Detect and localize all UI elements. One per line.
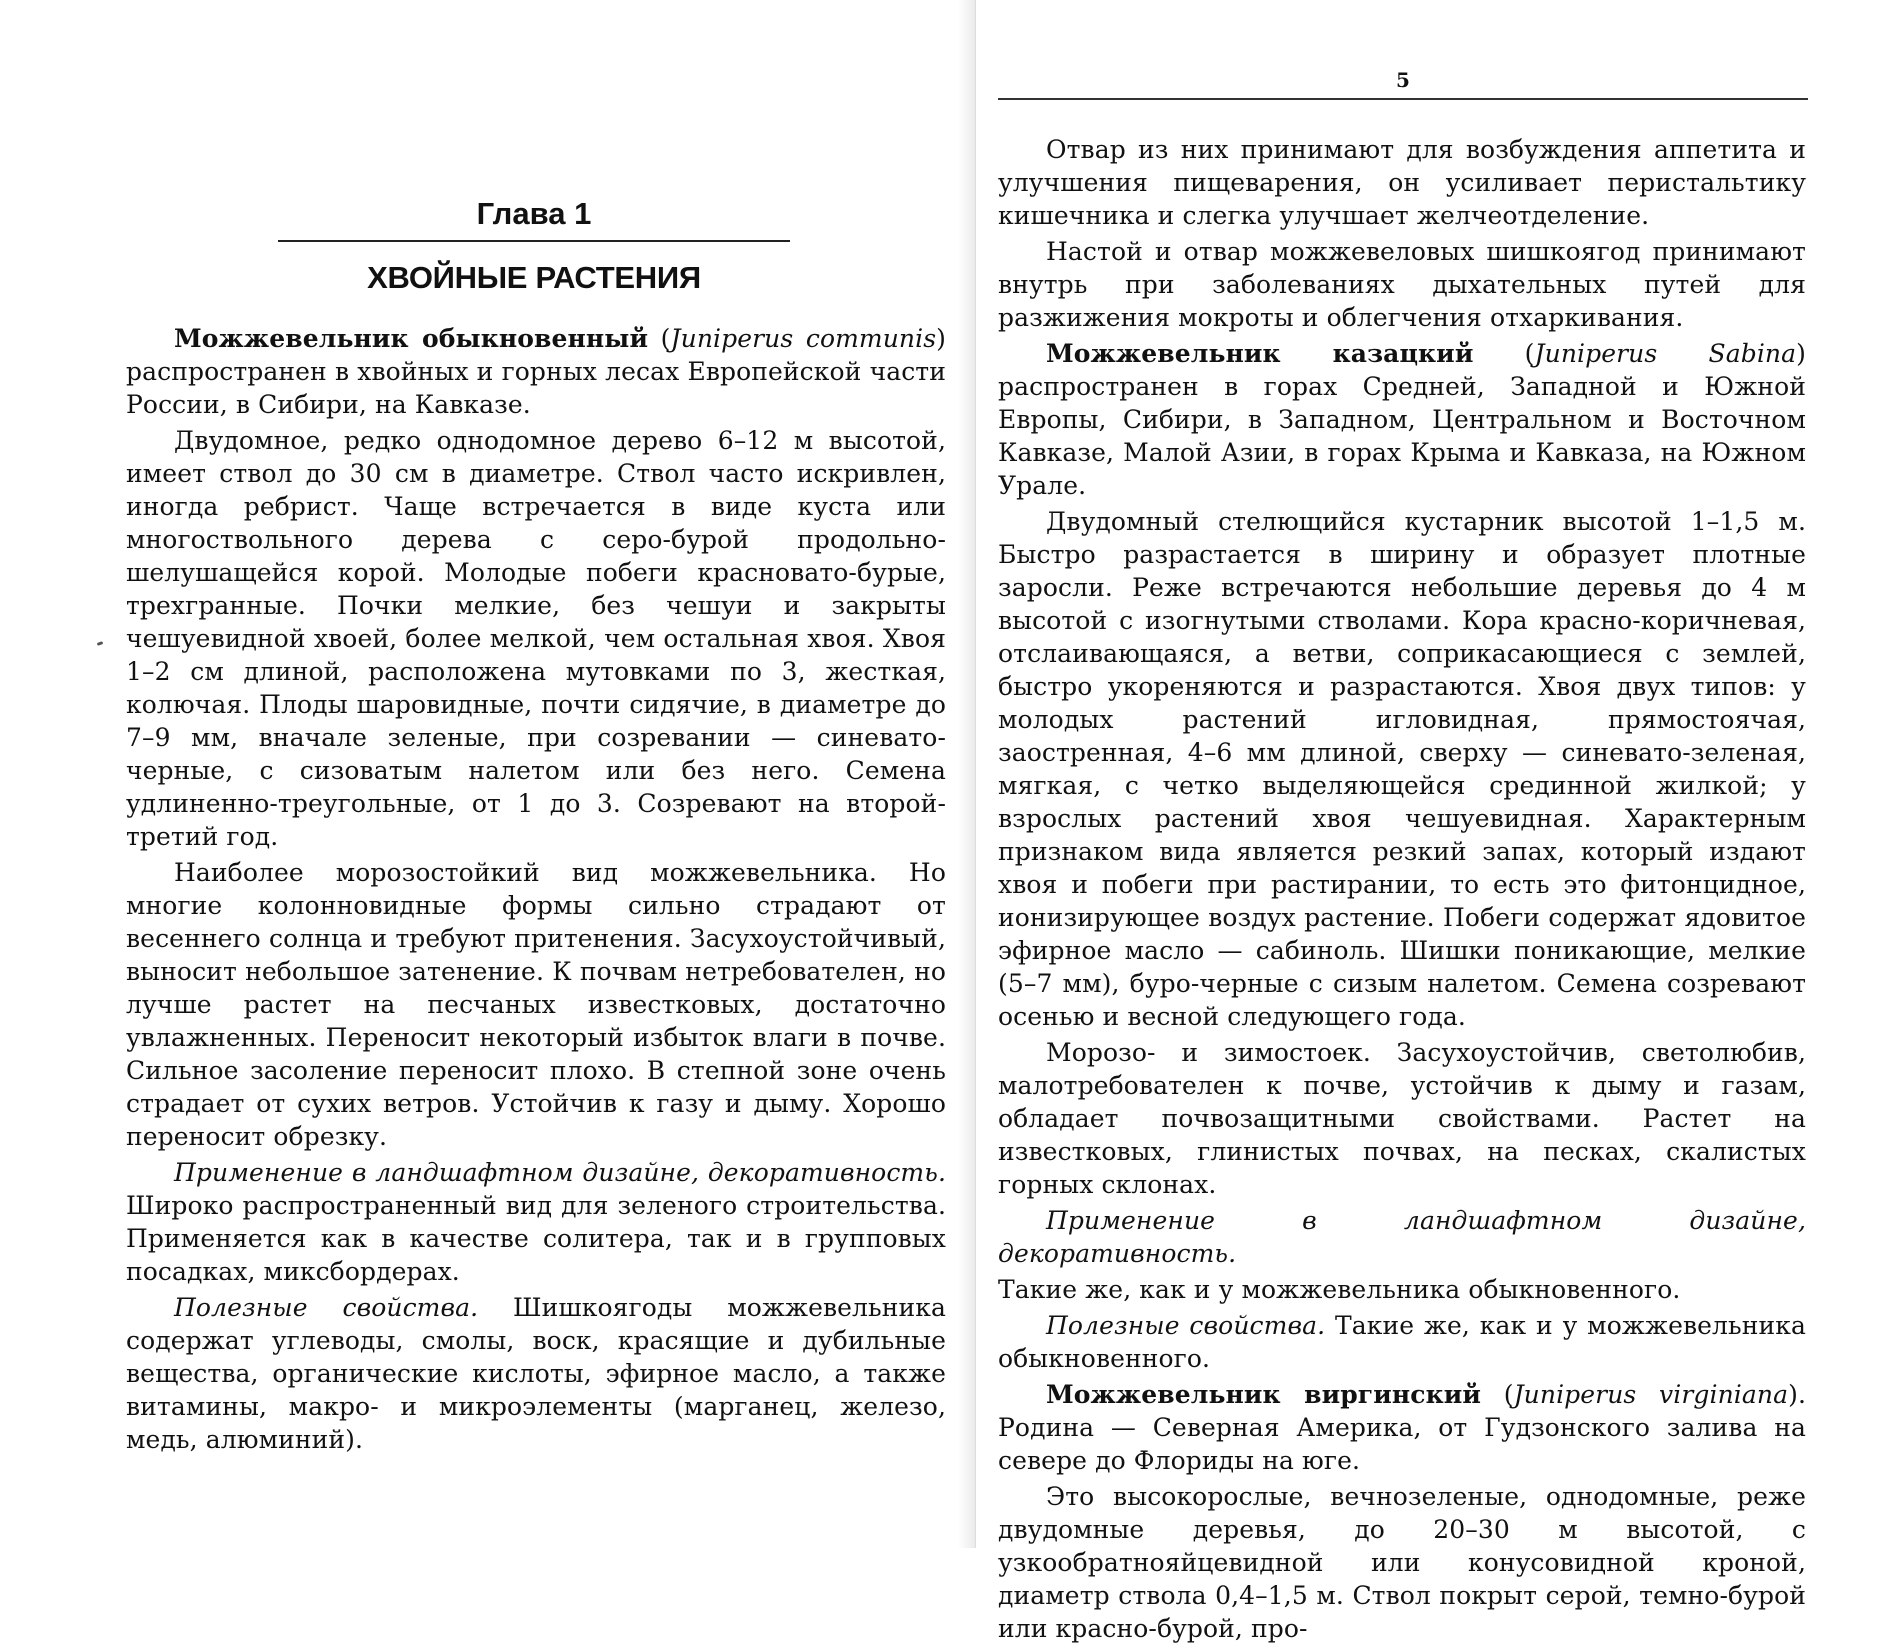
chapter-heading xyxy=(278,194,790,298)
paragraph-text: ) распространен в хвойных и горных лесах Европейской части России, в Сибири, на Кавказе. xyxy=(126,324,946,419)
left-page xyxy=(0,0,976,1548)
paragraph xyxy=(126,1291,946,1456)
paren: ( xyxy=(648,324,671,353)
latin-name: Juniperus virginiana xyxy=(1513,1380,1789,1409)
paragraph xyxy=(126,1156,946,1288)
paragraph: Наиболее морозостойкий вид можжевельника. Но многие колонновидные формы сильно страдают от весеннего солнца и требуют притенения. Засухоустойчивый, выносит небольшое затенение. К почвам нетребователен, но лучше растет на песчаных известковых, достаточно увлажненных. Переносит некоторый избыток влаги в почве. Сильное засоление переносит плохо. В степной зоне очень страдает от сухих ветров. Устойчив к газу и дыму. Хорошо переносит обрезку. xyxy=(126,858,946,1151)
species-name: Можжевельник виргинский xyxy=(1046,1380,1482,1409)
latin-name: Juniperus communis xyxy=(670,324,937,353)
paragraph-text: Шишкоягоды можжевельника содержат углеводы, смолы, воск, красящие и дубильные вещества, органические кислоты, эфирное масло, а также витамины, макро- и микроэлементы (марганец, железо, медь, алюминий). xyxy=(126,1293,946,1454)
section-heading: Полезные свойства. xyxy=(1046,1311,1326,1340)
running-head xyxy=(998,68,1808,100)
paragraph: Морозо- и зимостоек. Засухоустойчив, светолюбив, малотребователен к почве, устойчив к дыму и газам, обладает почвозащитными свойствами. Растет на известковых, глинистых почвах, на песках, скалистых горных склонах. xyxy=(998,1038,1806,1199)
paragraph-text: ). Родина — Северная Америка, от Гудзонского залива на севере до Флориды на юге. xyxy=(998,1380,1806,1475)
paragraph-text: Широко распространенный вид для зеленого строительства. Применяется как в качестве солитера, так и в групповых посадках, миксбордерах. xyxy=(126,1191,946,1286)
chapter-title: ХВОЙНЫЕ РАСТЕНИЯ xyxy=(367,260,701,295)
paragraph: Отвар из них принимают для возбуждения аппетита и улучшения пищеварения, он усиливает перистальтику кишечника и слегка улучшает желчеотделение. xyxy=(998,135,1806,230)
paragraph: Настой и отвар можжевеловых шишкоягод принимают внутрь при заболеваниях дыхательных путей для разжижения мокроты и облегчения отхаркивания. xyxy=(998,237,1806,332)
species-name: Можжевельник казацкий xyxy=(1046,339,1474,368)
print-speck xyxy=(97,641,104,646)
species-name: Можжевельник обыкновенный xyxy=(174,324,649,353)
chapter-label: Глава 1 xyxy=(278,194,790,242)
section-heading: Применение в ландшафтном дизайне, декоративность. xyxy=(998,1206,1806,1268)
right-text-column xyxy=(998,133,1806,1648)
latin-name: Juniperus Sabina xyxy=(1534,339,1797,368)
paragraph xyxy=(126,322,946,421)
section-heading: Применение в ландшафтном дизайне, декоративность. xyxy=(174,1158,946,1187)
page-number: 5 xyxy=(1396,68,1410,92)
paren: ( xyxy=(1481,1380,1514,1409)
section-heading: Полезные свойства. xyxy=(174,1293,479,1322)
paren: ( xyxy=(1473,339,1535,368)
paragraph xyxy=(998,337,1806,502)
paragraph-text: Такие же, как и у можжевельника обыкновенного. xyxy=(998,1311,1806,1373)
paragraph-continuation: Такие же, как и у можжевельника обыкновенного. xyxy=(998,1275,1681,1304)
paragraph: Это высокорослые, вечнозеленые, однодомные, реже двудомные деревья, до 20–30 м высотой, с узкообратнояйцевидной или конусовидной кроной, диаметр ствола 0,4–1,5 м. Ствол покрыт серой, темно-бурой или красно-бурой, про- xyxy=(998,1482,1806,1643)
paragraph xyxy=(998,1378,1806,1477)
left-text-column xyxy=(126,322,946,1459)
paragraph xyxy=(998,1309,1806,1375)
paragraph: Двудомный стелющийся кустарник высотой 1–1,5 м. Быстро разрастается в ширину и образует плотные заросли. Реже встречаются небольшие деревья до 4 м высотой с изогнутыми стволами. Кора красно-коричневая, отслаивающаяся, а ветви, соприкасающиеся с землей, быстро укореняются и разрастаются. Хвоя двух типов: у молодых растений игловидная, прямостоячая, заостренная, 4–6 мм длиной, сверху — синевато-зеленая, мягкая, с четко выделяющейся срединной жилкой; у взрослых растений хвоя чешуевидная. Характерным признаком вида является резкий запах, который издают хвоя и побеги при растирании, то есть это фитонцидное, ионизирующее воздух растение. Побеги содержат ядовитое эфирное масло — сабиноль. Шишки поникающие, мелкие (5–7 мм), буро-черные с сизым налетом. Семена созревают осенью и весной следующего года. xyxy=(998,507,1806,1031)
paragraph-text: ) распространен в горах Средней, Западной и Южной Европы, Сибири, в Западном, Центральном и Восточном Кавказе, Малой Азии, в горах Крыма и Кавказа, на Южном Урале. xyxy=(998,339,1806,500)
paragraph xyxy=(998,1204,1806,1270)
paragraph: Двудомное, редко однодомное дерево 6–12 м высотой, имеет ствол до 30 см в диаметре. Ствол часто искривлен, иногда ребрист. Чаще встречается в виде куста или многоствольного дерева с серо-бурой продольно-шелушащейся корой. Молодые побеги красновато-бурые, трехгранные. Почки мелкие, без чешуи и закрыты чешуевидной хвоей, более мелкой, чем остальная хвоя. Хвоя 1–2 см длиной, расположена мутовками по 3, жесткая, колючая. Плоды шаровидные, почти сидячие, в диаметре до 7–9 мм, вначале зеленые, при созревании — синевато-черные, с сизоватым налетом или без него. Семена удлиненно-треугольные, от 1 до 3. Созревают на второй-третий год. xyxy=(126,426,946,851)
